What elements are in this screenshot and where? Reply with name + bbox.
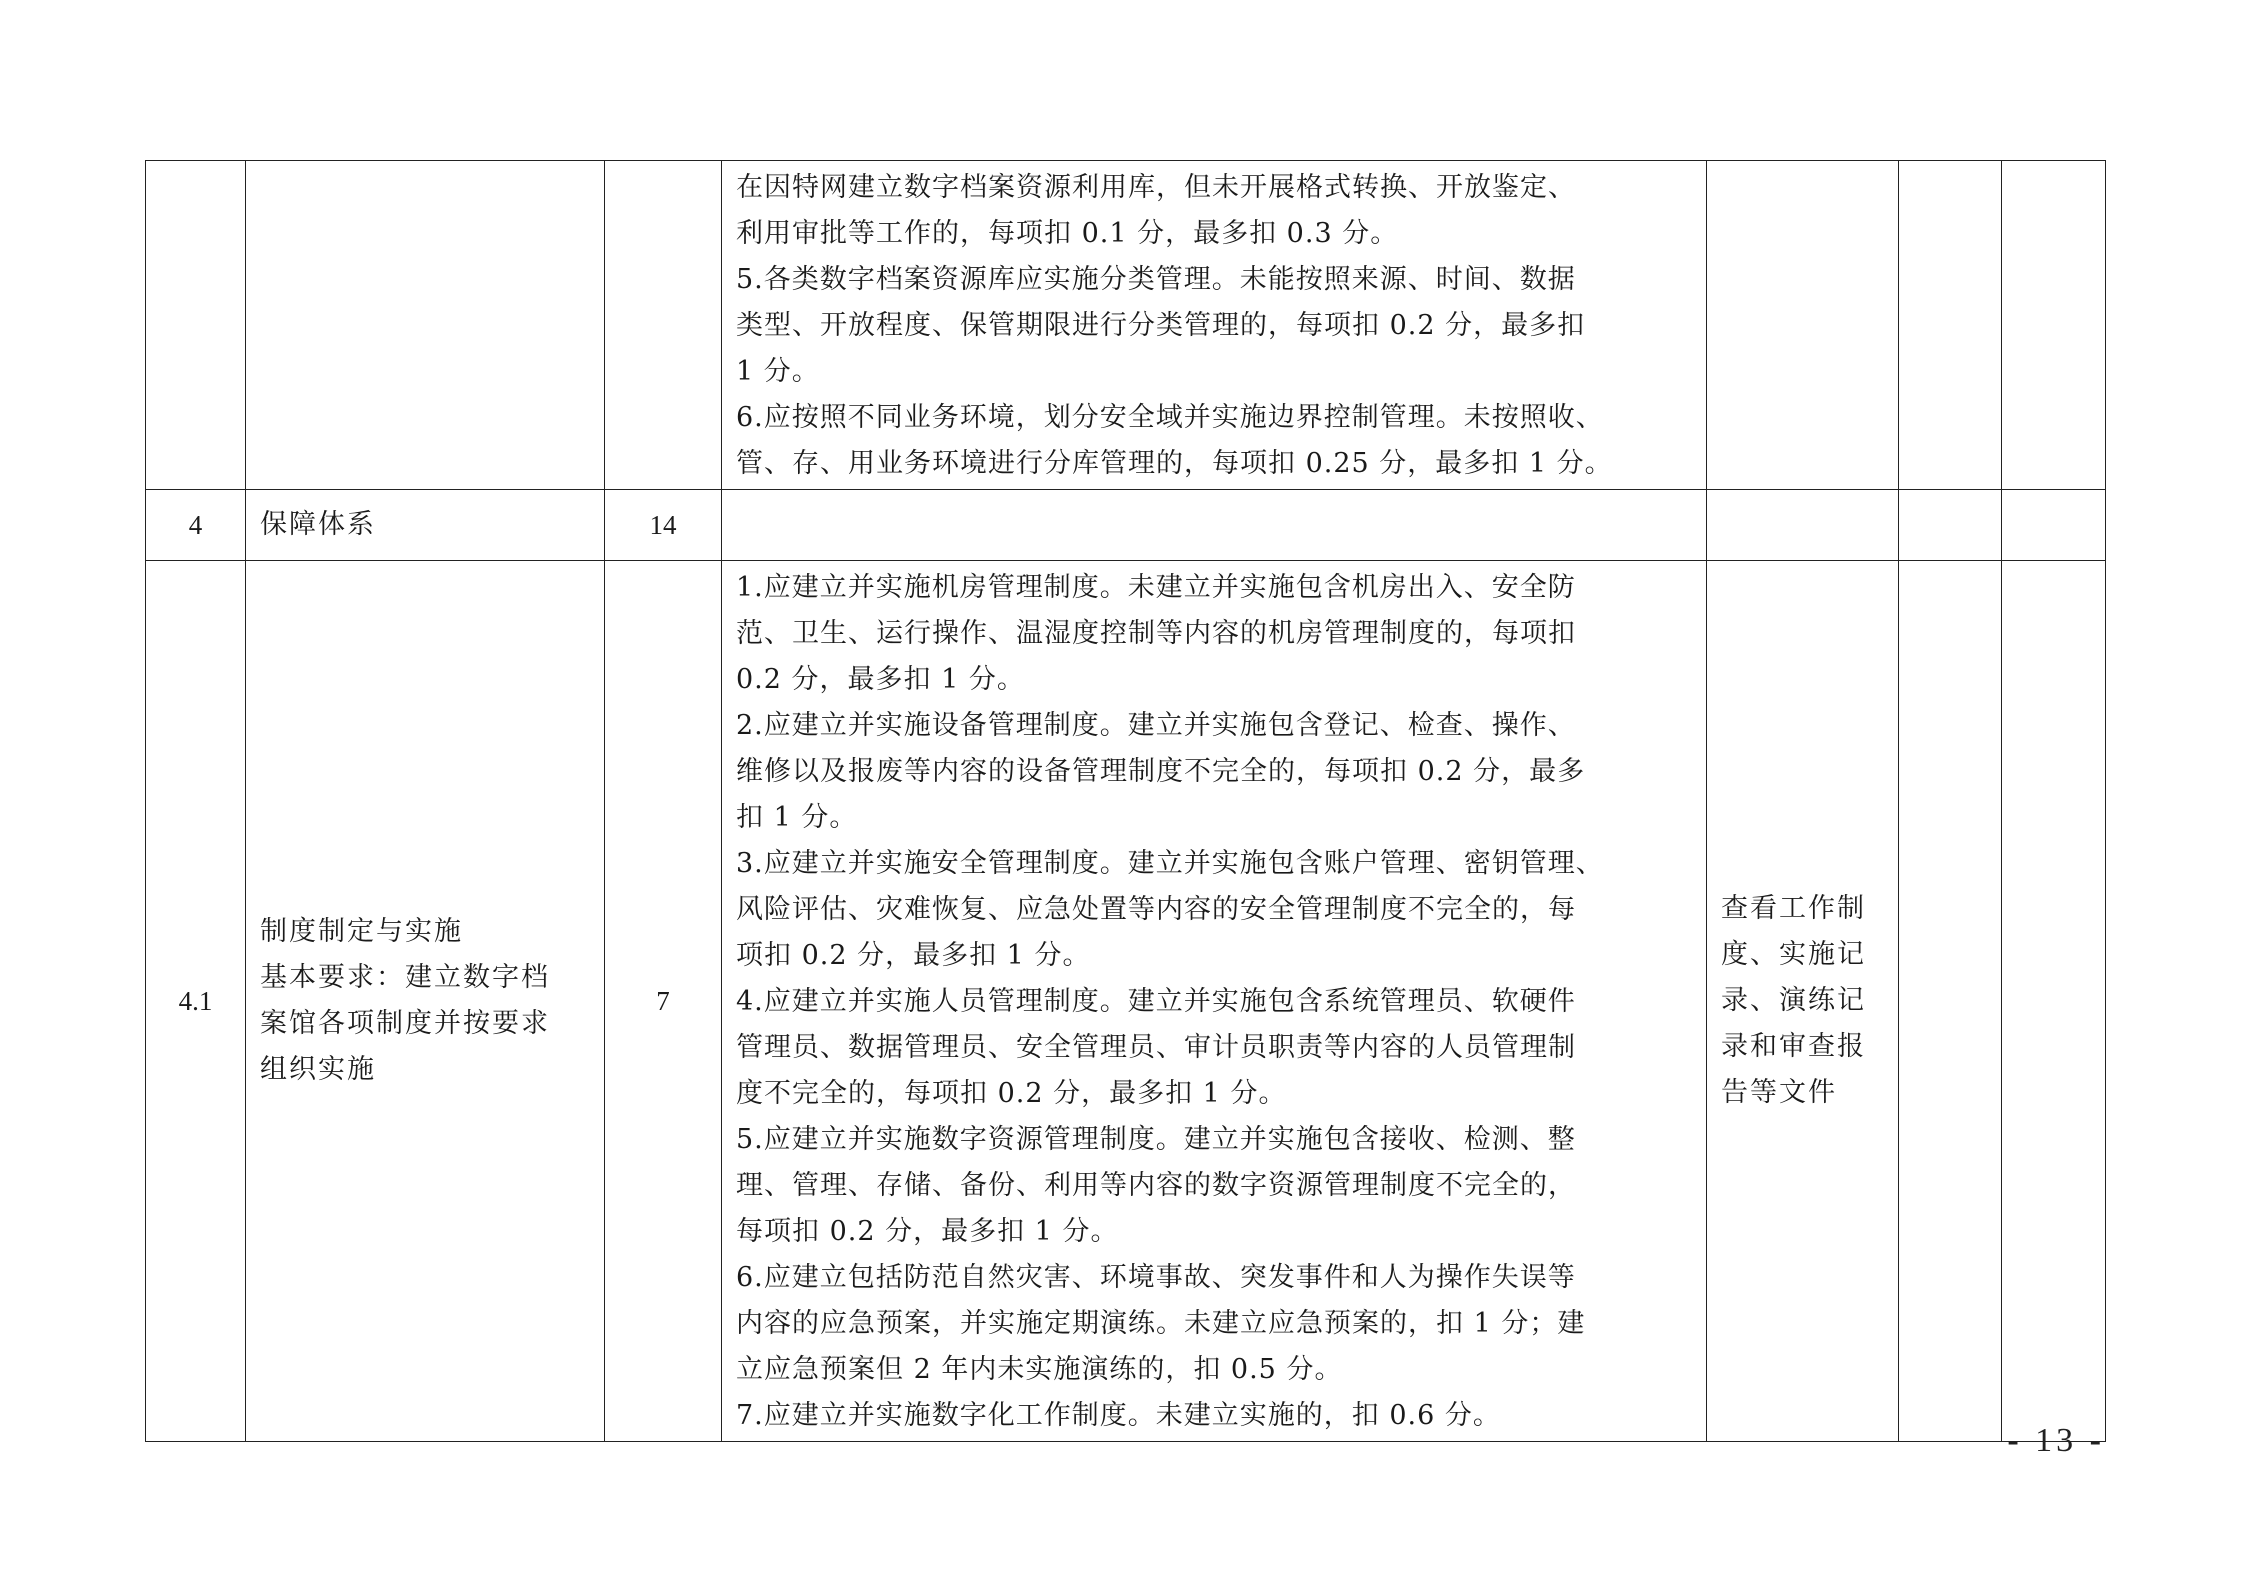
scoring-rules-cell	[722, 561, 1707, 1442]
item-line: 制度制定与实施	[260, 916, 463, 947]
scoring-rules-cell	[722, 161, 1707, 490]
rule-line: 在因特网建立数字档案资源利用库，但未开展格式转换、开放鉴定、	[736, 172, 1576, 203]
blank-cell-b	[2002, 561, 2106, 1442]
table-row-4-1	[146, 561, 2106, 1442]
rule-line: 立应急预案但 2 年内未实施演练的，扣 0.5 分。	[736, 1354, 1343, 1385]
method-cell	[1707, 561, 1899, 1442]
method-cell	[1707, 490, 1899, 561]
blank-cell-b	[2002, 161, 2106, 490]
method-cell	[1707, 161, 1899, 490]
rule-line: 管理员、数据管理员、安全管理员、审计员职责等内容的人员管理制	[736, 1032, 1576, 1063]
item-cell	[246, 561, 605, 1442]
score-cell: 7	[605, 561, 722, 1442]
rule-line: 0.2 分，最多扣 1 分。	[736, 664, 1025, 695]
blank-cell-a	[1899, 161, 2002, 490]
rule-line: 理、管理、存储、备份、利用等内容的数字资源管理制度不完全的，	[736, 1170, 1576, 1201]
row-number-cell	[146, 161, 246, 490]
rule-line: 度不完全的，每项扣 0.2 分，最多扣 1 分。	[736, 1078, 1287, 1109]
rule-line: 4.应建立并实施人员管理制度。建立并实施包含系统管理员、软硬件	[736, 986, 1576, 1017]
item-line: 基本要求：建立数字档	[260, 962, 550, 993]
rule-line: 每项扣 0.2 分，最多扣 1 分。	[736, 1216, 1119, 1247]
rule-line: 类型、开放程度、保管期限进行分类管理的，每项扣 0.2 分，最多扣	[736, 310, 1586, 341]
row-number-cell: 4	[146, 490, 246, 561]
scoring-rules-cell	[722, 490, 1707, 561]
rule-line: 5.应建立并实施数字资源管理制度。建立并实施包含接收、检测、整	[736, 1124, 1576, 1155]
rule-line: 7.应建立并实施数字化工作制度。未建立实施的，扣 0.6 分。	[736, 1400, 1501, 1431]
rule-line: 维修以及报废等内容的设备管理制度不完全的，每项扣 0.2 分，最多	[736, 756, 1586, 787]
score-cell	[605, 161, 722, 490]
rule-line: 1 分。	[736, 356, 820, 387]
blank-cell-a	[1899, 490, 2002, 561]
rule-line: 扣 1 分。	[736, 802, 858, 833]
item-line: 组织实施	[260, 1054, 376, 1085]
rule-line: 2.应建立并实施设备管理制度。建立并实施包含登记、检查、操作、	[736, 710, 1576, 741]
method-line: 录、演练记	[1721, 985, 1866, 1016]
assessment-table	[145, 160, 2106, 1442]
rule-line: 5.各类数字档案资源库应实施分类管理。未能按照来源、时间、数据	[736, 264, 1576, 295]
blank-cell-a	[1899, 561, 2002, 1442]
blank-cell-b	[2002, 490, 2106, 561]
score-cell: 14	[605, 490, 722, 561]
method-line: 度、实施记	[1721, 939, 1866, 970]
rule-line: 利用审批等工作的，每项扣 0.1 分，最多扣 0.3 分。	[736, 218, 1399, 249]
rule-line: 风险评估、灾难恢复、应急处置等内容的安全管理制度不完全的，每	[736, 894, 1576, 925]
item-cell: 保障体系	[246, 490, 605, 561]
rule-line: 管、存、用业务环境进行分库管理的，每项扣 0.25 分，最多扣 1 分。	[736, 448, 1613, 479]
rule-line: 6.应按照不同业务环境，划分安全域并实施边界控制管理。未按照收、	[736, 402, 1604, 433]
page-number: - 13 -	[2007, 1422, 2105, 1459]
rule-line: 6.应建立包括防范自然灾害、环境事故、突发事件和人为操作失误等	[736, 1262, 1576, 1293]
rule-line: 项扣 0.2 分，最多扣 1 分。	[736, 940, 1091, 971]
rule-line: 内容的应急预案，并实施定期演练。未建立应急预案的，扣 1 分；建	[736, 1308, 1586, 1339]
row-number-cell: 4.1	[146, 561, 246, 1442]
table-row-4	[146, 490, 2106, 561]
method-line: 告等文件	[1721, 1077, 1837, 1108]
method-line: 录和审查报	[1721, 1031, 1866, 1062]
item-line: 案馆各项制度并按要求	[260, 1008, 550, 1039]
rule-line: 1.应建立并实施机房管理制度。未建立并实施包含机房出入、安全防	[736, 572, 1576, 603]
rule-line: 范、卫生、运行操作、温湿度控制等内容的机房管理制度的，每项扣	[736, 618, 1576, 649]
rule-line: 3.应建立并实施安全管理制度。建立并实施包含账户管理、密钥管理、	[736, 848, 1604, 879]
table-row-continuation	[146, 161, 2106, 490]
item-cell	[246, 161, 605, 490]
method-line: 查看工作制	[1721, 893, 1866, 924]
